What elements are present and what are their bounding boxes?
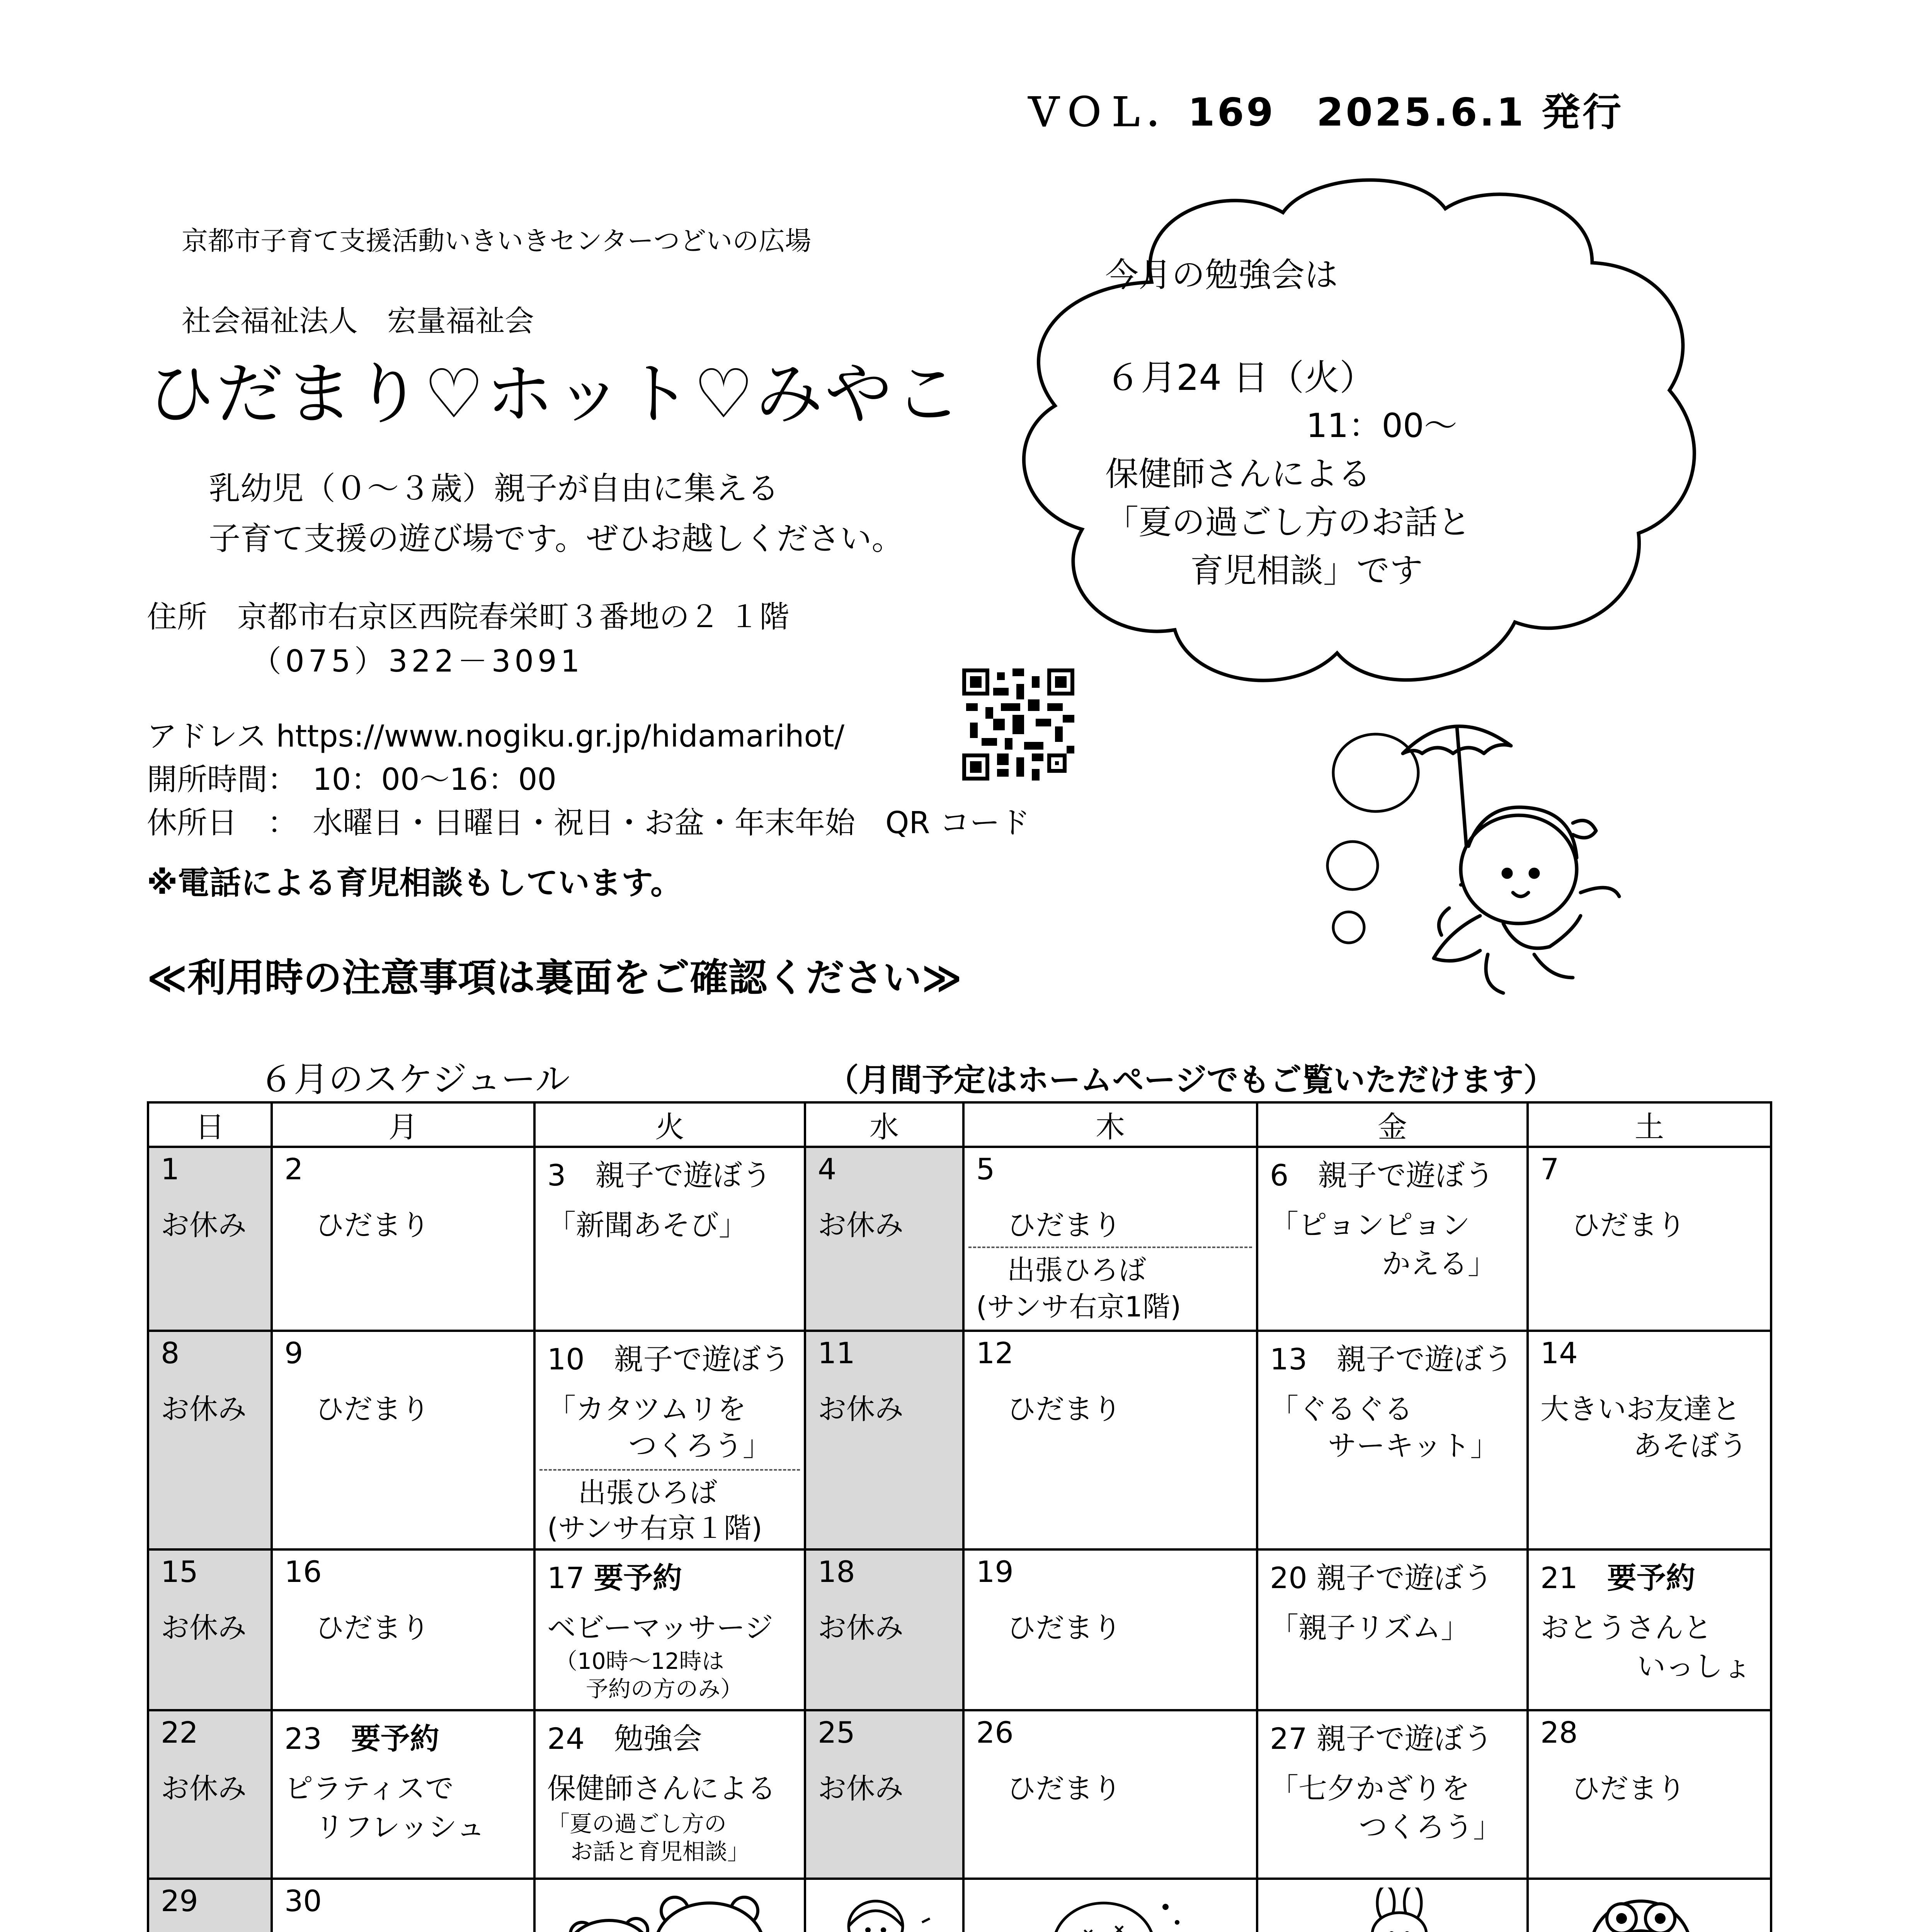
weekday-wed: 水 bbox=[805, 1102, 963, 1147]
phone-consultation-note: ※電話による育児相談もしています。 bbox=[147, 865, 682, 901]
schedule-calendar bbox=[147, 1101, 1772, 1932]
owl-clock-illustration-cell bbox=[1528, 1879, 1771, 1932]
weekday-thu: 木 bbox=[963, 1102, 1257, 1147]
page-title: ひだまり♡ホット♡みやこ bbox=[147, 355, 963, 434]
day-cell-21: 21 要予約 おとうさんと いっしょ bbox=[1528, 1549, 1771, 1710]
day-cell-19: 19 ひだまり bbox=[963, 1549, 1257, 1710]
girl-icon bbox=[825, 1891, 949, 1932]
day-cell-7: 7 ひだまり bbox=[1528, 1147, 1771, 1331]
corporation-name: 社会福祉法人 宏量福祉会 bbox=[182, 304, 534, 338]
address-block bbox=[147, 595, 790, 684]
rabbit-icon bbox=[1328, 1888, 1475, 1932]
website-url[interactable]: アドレス https://www.nogiku.gr.jp/hidamarihot/ bbox=[147, 719, 845, 754]
day-cell-8: 8 お休み bbox=[148, 1331, 272, 1549]
schedule-note: （月間予定はホームページでもご覧いただけます） bbox=[827, 1062, 1555, 1099]
volume-issue: ＶＯＬ．169 2025.6.1 発行 bbox=[1024, 90, 1624, 135]
day-cell-11: 11 お休み bbox=[805, 1331, 963, 1549]
day-cell-24: 24 勉強会 保健師さんによる 「夏の過ごし方の お話と育児相談」 bbox=[534, 1710, 805, 1879]
usage-notice: ≪利用時の注意事項は裏面をご確認ください≫ bbox=[147, 955, 962, 1000]
day-cell-17: 17 要予約 ベビーマッサージ （10時～12時は 予約の方のみ） bbox=[534, 1549, 805, 1710]
weekday-sun: 日 bbox=[148, 1102, 272, 1147]
opening-hours: 開所時間： 10：00～16：00 bbox=[147, 762, 557, 797]
weekday-header-row bbox=[148, 1102, 1771, 1147]
week-row-4 bbox=[148, 1710, 1771, 1879]
day-cell-4: 4 お休み bbox=[805, 1147, 963, 1331]
intro-text: 乳幼児（０～３歳）親子が自由に集える 子育て支援の遊び場です。ぜひお越しください。 bbox=[209, 470, 904, 557]
closed-label: お休み bbox=[161, 1209, 247, 1242]
reservation-required-badge: 要予約 bbox=[351, 1721, 439, 1756]
cloud-line5: 育児相談」です bbox=[1190, 551, 1423, 590]
center-name: 京都市子育て支援活動いきいきセンターつどいの広場 bbox=[182, 226, 812, 257]
weekday-sat: 土 bbox=[1528, 1102, 1771, 1147]
week-row-3 bbox=[148, 1549, 1771, 1710]
hydrangea-illustration-cell bbox=[963, 1879, 1257, 1932]
week-row-2 bbox=[148, 1331, 1771, 1549]
day-cell-23: 23 要予約 ピラティスで リフレッシュ bbox=[272, 1710, 534, 1879]
schedule-title: ６月のスケジュール bbox=[259, 1059, 570, 1100]
info-block bbox=[147, 715, 1030, 845]
day-cell-3: 3 親子で遊ぼう 「新聞あそび」 bbox=[534, 1147, 805, 1331]
study-session-text bbox=[1105, 251, 1471, 595]
weekday-mon: 月 bbox=[272, 1102, 534, 1147]
week-row-1 bbox=[148, 1147, 1771, 1331]
day-cell-18: 18 お休み bbox=[805, 1549, 963, 1710]
rabbit-illustration-cell bbox=[1257, 1879, 1528, 1932]
day-cell-10: 10 親子で遊ぼう 「カタツムリを つくろう」 出張ひろば (サンサ右京１階) bbox=[534, 1331, 805, 1549]
umbrella-child-illustration bbox=[1287, 707, 1635, 1016]
bear-illustration-cell bbox=[534, 1879, 805, 1932]
study-session-date: ６月24 日（火） bbox=[1105, 357, 1375, 398]
weekday-tue: 火 bbox=[534, 1102, 805, 1147]
cloud-line1: 今月の勉強会は bbox=[1105, 256, 1338, 294]
day-cell-20: 20 親子で遊ぼう 「親子リズム」 bbox=[1257, 1549, 1528, 1710]
day-cell-14: 14 大きいお友達と あそぼう bbox=[1528, 1331, 1771, 1549]
hydrangea-icon bbox=[1026, 1891, 1189, 1932]
day-cell-27: 27 親子で遊ぼう 「七夕かざりを つくろう」 bbox=[1257, 1710, 1528, 1879]
day-cell-1: 1 お休み bbox=[148, 1147, 272, 1331]
day-cell-12: 12 ひだまり bbox=[963, 1331, 1257, 1549]
day-cell-16: 16 ひだまり bbox=[272, 1549, 534, 1710]
day-cell-6: 6 親子で遊ぼう 「ピョンピョン かえる」 bbox=[1257, 1147, 1528, 1331]
day-cell-22: 22 お休み bbox=[148, 1710, 272, 1879]
day-cell-2: 2 ひだまり bbox=[272, 1147, 534, 1331]
closed-days: 休所日 ： 水曜日・日曜日・祝日・お盆・年末年始 QR コード bbox=[147, 806, 1030, 840]
phone-number: （075）322－3091 bbox=[251, 644, 584, 679]
reservation-required-badge: 要予約 bbox=[594, 1561, 682, 1595]
day-cell-13: 13 親子で遊ぼう 「ぐるぐる サーキット」 bbox=[1257, 1331, 1528, 1549]
day-cell-30: 30 bbox=[272, 1879, 534, 1932]
owl-clock-icon bbox=[1579, 1888, 1703, 1932]
day-cell-29: 29 bbox=[148, 1879, 272, 1932]
girl-illustration-cell bbox=[805, 1879, 963, 1932]
weekday-fri: 金 bbox=[1257, 1102, 1528, 1147]
week-row-5 bbox=[148, 1879, 1771, 1932]
cloud-line3: 保健師さんによる bbox=[1105, 455, 1371, 493]
day-cell-28: 28 ひだまり bbox=[1528, 1710, 1771, 1879]
day-cell-26: 26 ひだまり bbox=[963, 1710, 1257, 1879]
cloud-line4: 「夏の過ごし方のお話と bbox=[1105, 503, 1471, 542]
day-cell-25: 25 お休み bbox=[805, 1710, 963, 1879]
address: 住所 京都市右京区西院春栄町３番地の２ １階 bbox=[147, 600, 790, 634]
day-cell-9: 9 ひだまり bbox=[272, 1331, 534, 1549]
reservation-required-badge: 要予約 bbox=[1607, 1561, 1695, 1595]
study-session-time: 11：00～ bbox=[1306, 406, 1457, 445]
day-cell-5: 5 ひだまり 出張ひろば (サンサ右京1階) bbox=[963, 1147, 1257, 1331]
day-cell-15: 15 お休み bbox=[148, 1549, 272, 1710]
bears-icon bbox=[559, 1888, 775, 1932]
